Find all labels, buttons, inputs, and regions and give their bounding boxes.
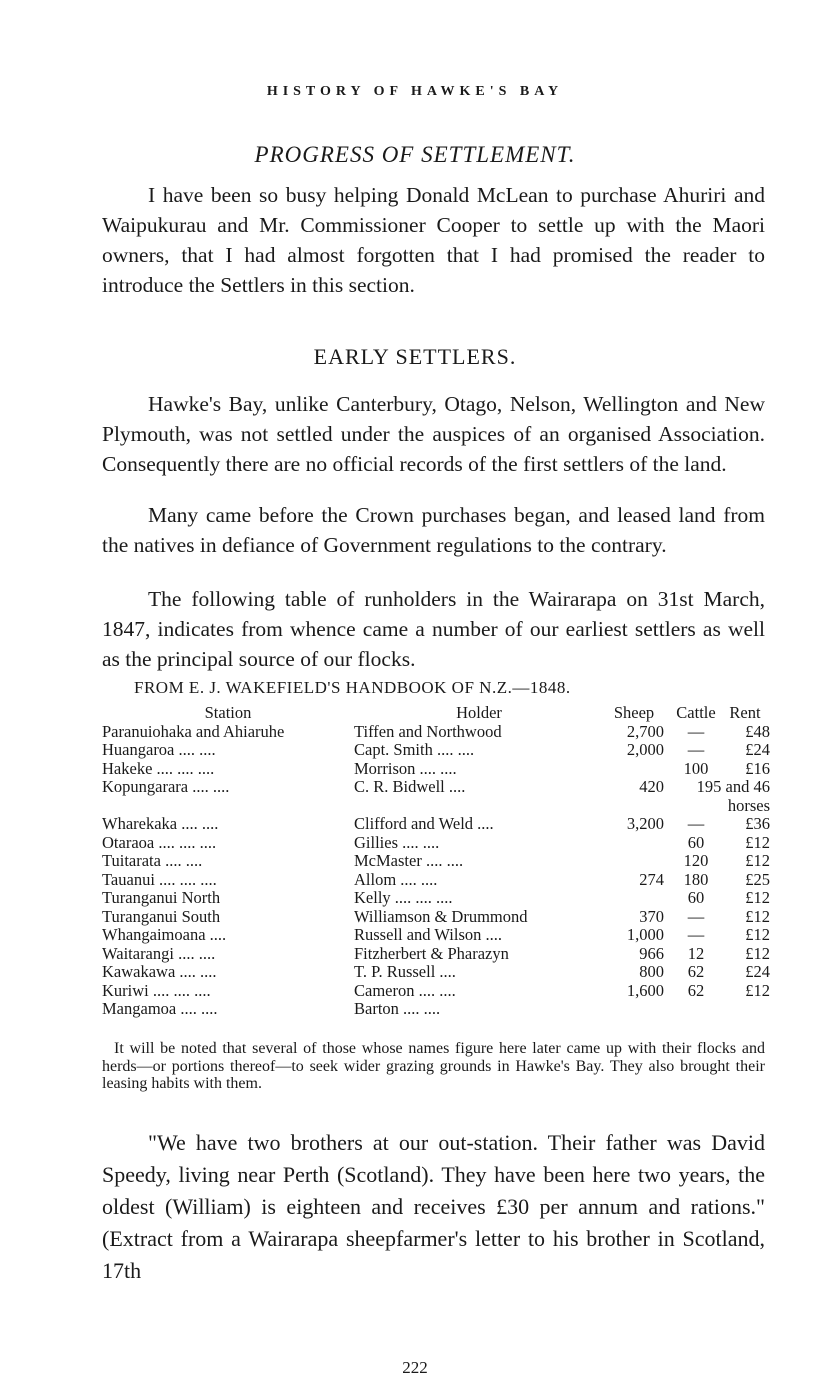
cell-sheep: 370: [639, 906, 664, 926]
cell-rent: [720, 1000, 770, 1019]
cell-holder: Clifford and Weld ....: [354, 814, 494, 833]
cell-rent: £12: [745, 980, 770, 1000]
page-number: 222: [402, 1358, 428, 1377]
paragraph-crown-purchases: Many came before the Crown purchases began, and leased land from the natives in defiance of Government regulations to the contrary.: [102, 503, 765, 557]
header-holder: Holder: [456, 703, 502, 722]
table-row: [102, 963, 770, 982]
cell-station: Kuriwi .... .... ....: [102, 980, 211, 1000]
cell-sheep: 2,000: [626, 740, 664, 759]
table-row-continuation: [102, 797, 770, 816]
cell-cattle: 62: [687, 980, 705, 1000]
header-cattle: Cattle: [676, 703, 716, 722]
table-row: [102, 852, 770, 871]
cell-station: Mangamoa .... ....: [102, 999, 218, 1018]
cell-station: Tauanui .... .... ....: [102, 869, 217, 889]
paragraph-table-intro: The following table of runholders in the Wairarapa on 31st March, 1847, indicates from whence came a number of our earliest settlers as well as the principal source of our flocks.: [102, 587, 765, 671]
table-row: [102, 778, 770, 797]
header-sheep: Sheep: [613, 703, 655, 722]
paragraph-settlement: Hawke's Bay, unlike Canterbury, Otago, Nelson, Wellington and New Plymouth, was not settled under the auspices of an organised Association. Consequently there are no official records of the first settlers of the land.: [102, 392, 765, 476]
running-head: HISTORY OF HAWKE'S BAY: [266, 84, 564, 99]
cell-sheep: [604, 852, 672, 871]
cell-rent: £12: [745, 906, 770, 926]
cell-cattle: 60: [687, 832, 705, 852]
cell-rent: £36: [745, 814, 770, 833]
table-header-row: [102, 704, 770, 723]
cell-station: Kopungarara .... ....: [102, 777, 230, 796]
cell-cattle: 62: [687, 962, 705, 981]
table-row: [102, 815, 770, 834]
cell-cattle: [672, 1000, 720, 1019]
cell-rent: £48: [745, 721, 770, 741]
runholders-table: [102, 704, 770, 1019]
cell-rent: £12: [745, 832, 770, 852]
cell-sheep: 420: [639, 777, 664, 796]
header-station: Station: [204, 703, 252, 722]
table-row: [102, 889, 770, 908]
table-row: [102, 760, 770, 779]
cell-sheep: 2,700: [626, 721, 664, 741]
cell-sheep: 800: [639, 962, 664, 981]
cell-rent: £12: [745, 943, 770, 963]
table-note: It will be noted that several of those whose names figure here later came up with their flocks and herds—or portions thereof—to seek wider grazing grounds in Hawke's Bay. They also brought their leasing habits with them.: [102, 1040, 765, 1092]
cell-holder: Gillies .... ....: [354, 832, 440, 852]
cell-rent: £25: [745, 869, 770, 889]
cell-holder: McMaster .... ....: [354, 851, 464, 870]
cell-holder: T. P. Russell ....: [354, 962, 456, 981]
cell-holder: Allom .... ....: [354, 869, 438, 889]
cell-rent: £12: [745, 888, 770, 907]
cell-holder: Barton .... ....: [354, 999, 441, 1018]
table-source-line: FROM E. J. WAKEFIELD'S HANDBOOK OF N.Z.—1848.: [134, 678, 571, 697]
cell-sheep: [604, 760, 672, 779]
cell-holder: Tiffen and Northwood: [354, 721, 502, 741]
cell-rent: £12: [745, 851, 770, 870]
cell-station: Hakeke .... .... ....: [102, 758, 215, 778]
paragraph-intro: I have been so busy helping Donald McLean to purchase Ahuriri and Waipukurau and Mr. Commissioner Cooper to settle up with the Maori owners, that I had almost forgotten that I had promised the reader to introduce the Settlers in this section.: [102, 183, 765, 297]
cell-station: Turanganui South: [102, 906, 221, 926]
cell-station: Wharekaka .... ....: [102, 814, 219, 833]
table-row: [102, 834, 770, 853]
cell-sheep: 1,000: [626, 925, 664, 944]
heading-early-settlers: EARLY SETTLERS.: [313, 344, 517, 369]
cell-holder: Russell and Wilson ....: [354, 925, 502, 944]
table-row: [102, 1000, 770, 1019]
cell-rent: £24: [745, 962, 770, 981]
cell-rent: £24: [745, 740, 770, 759]
cell-cattle: —: [687, 814, 705, 833]
cell-station: Otaraoa .... .... ....: [102, 832, 217, 852]
section-title: PROGRESS OF SETTLEMENT.: [254, 142, 576, 167]
cell-holder: Fitzherbert & Pharazyn: [354, 943, 509, 963]
cell-rent: £16: [745, 758, 770, 778]
table-row: [102, 871, 770, 890]
cell-cattle: 12: [687, 943, 705, 963]
table-row: [102, 982, 770, 1001]
cell-holder: C. R. Bidwell ....: [354, 777, 466, 796]
cell-station: Turanganui North: [102, 888, 221, 907]
table-row: [102, 908, 770, 927]
cell-sheep: 3,200: [626, 814, 664, 833]
cell-sheep: 966: [639, 943, 664, 963]
cell-cattle: 195 and 46: [696, 777, 770, 796]
cell-cattle: —: [687, 925, 705, 944]
cell-station: Tuitarata .... ....: [102, 851, 203, 870]
cell-horses: horses: [727, 795, 770, 815]
quoted-letter-paragraph: "We have two brothers at our out-station. Their father was David Speedy, living near Perth (Scotland). They have been here two years, the oldest (William) is eighteen and receives £30 per annum and rations." (Extract from a Wairarapa sheepfarmer's letter to his brother in Scotland, 17th: [102, 1130, 765, 1283]
cell-sheep: [604, 1000, 672, 1019]
cell-rent: £12: [745, 925, 770, 944]
cell-station: Whangaimoana ....: [102, 925, 227, 944]
cell-cattle: —: [687, 721, 705, 741]
cell-holder: Capt. Smith .... ....: [354, 740, 475, 759]
cell-cattle: —: [687, 906, 705, 926]
cell-sheep: 1,600: [626, 980, 664, 1000]
cell-sheep: [604, 834, 672, 853]
cell-cattle: 100: [683, 758, 709, 778]
cell-station: Waitarangi .... ....: [102, 943, 216, 963]
cell-holder: Kelly .... .... ....: [354, 888, 453, 907]
table-row: [102, 945, 770, 964]
cell-holder: Cameron .... ....: [354, 980, 456, 1000]
cell-holder: Morrison .... ....: [354, 758, 457, 778]
cell-holder: Williamson & Drummond: [354, 906, 528, 926]
cell-station: Huangaroa .... ....: [102, 740, 216, 759]
table-row: [102, 723, 770, 742]
cell-cattle: —: [687, 740, 705, 759]
cell-sheep: [604, 889, 672, 908]
cell-cattle: 60: [687, 888, 705, 907]
cell-station: Paranuiohaka and Ahiaruhe: [102, 721, 285, 741]
cell-cattle: 180: [683, 869, 709, 889]
table-row: [102, 926, 770, 945]
header-rent: Rent: [729, 703, 761, 722]
cell-cattle: 120: [683, 851, 709, 870]
cell-station: Kawakawa .... ....: [102, 962, 217, 981]
table-row: [102, 741, 770, 760]
cell-sheep: 274: [639, 869, 664, 889]
